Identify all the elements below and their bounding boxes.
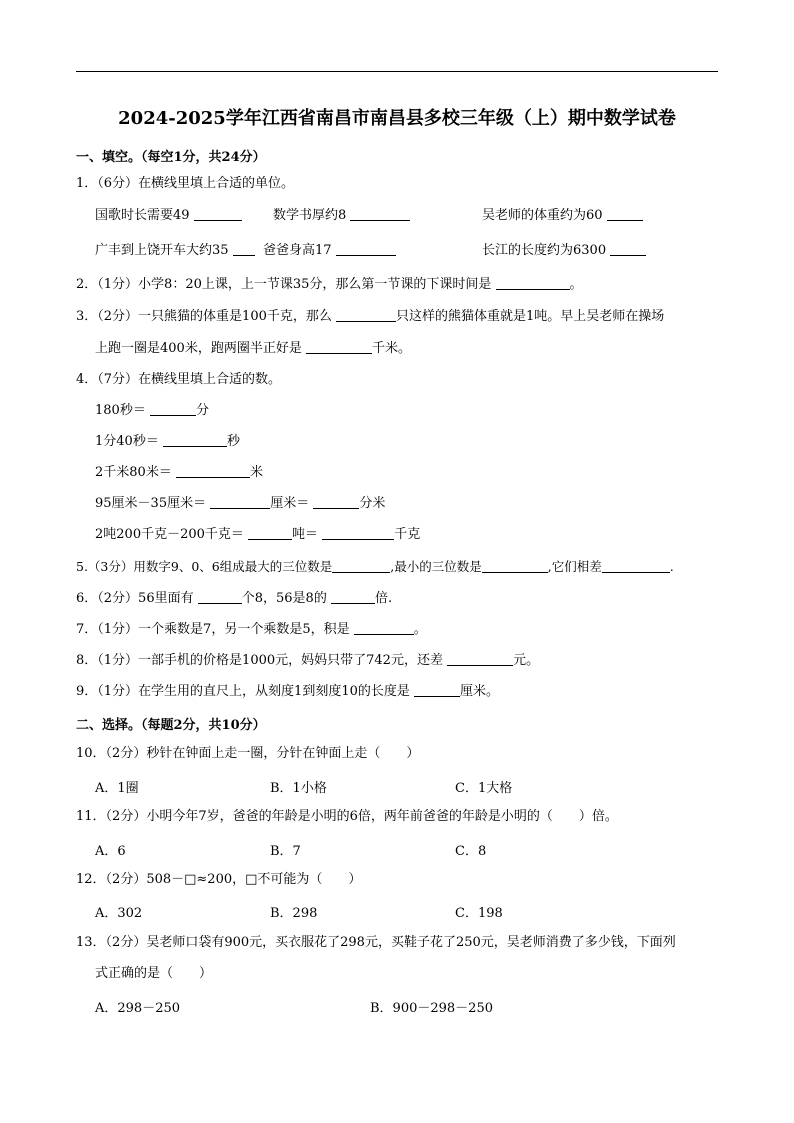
answer-blank[interactable] [194, 208, 242, 221]
question-text: . [669, 559, 674, 574]
q13-option-b[interactable]: B．900－298－250 [370, 1001, 493, 1016]
question-text: 个8，56是8的 [241, 591, 327, 606]
answer-blank[interactable] [447, 653, 513, 666]
question-7 [76, 621, 427, 639]
question-8 [76, 652, 539, 670]
answer-blank[interactable] [336, 309, 396, 322]
q1-item-book [273, 207, 410, 225]
q1-item-weight [482, 207, 643, 225]
question-text: 。 [413, 622, 427, 637]
question-13-stem-cont: 式正确的是（ ） [95, 966, 213, 981]
q1-item-text: 数学书厚约8 [273, 208, 347, 223]
q1-item-anthem [95, 207, 242, 225]
question-12-stem: 12．（2分）508－□≈200，□不可能为（ ） [76, 872, 362, 887]
answer-blank[interactable] [350, 208, 410, 221]
question-4-stem: 4．（7分）在横线里填上合适的数。 [76, 372, 282, 387]
question-text: 上跑一圈是400米，跑两圈半正好是 [95, 341, 302, 356]
answer-blank[interactable] [313, 496, 359, 509]
answer-blank[interactable] [176, 465, 250, 478]
question-text: 吨＝ [292, 527, 319, 542]
q1-item-text: 广丰到上饶开车大约35 [95, 243, 229, 258]
q4-item-1 [95, 402, 209, 420]
answer-blank[interactable] [482, 560, 548, 573]
question-text: 米 [249, 465, 263, 480]
q1-item-height [263, 242, 396, 260]
q4-item-3 [95, 464, 263, 482]
question-11-stem: 11．（2分）小明今年7岁，爸爸的年龄是小明的6倍，两年前爸爸的年龄是小明的（ ）倍。 [76, 809, 618, 824]
answer-blank[interactable] [607, 208, 643, 221]
question-text: 1分40秒＝ [95, 434, 159, 449]
answer-blank[interactable] [602, 560, 670, 573]
question-text: 9．（1分）在学生用的直尺上，从刻度1到刻度10的长度是 [76, 684, 410, 699]
question-5 [76, 558, 674, 576]
question-text: 180秒＝ [95, 403, 146, 418]
q12-option-a[interactable]: A．302 [95, 906, 143, 921]
question-1-stem: 1．（6分）在横线里填上合适的单位。 [76, 176, 295, 191]
question-3-line-2 [95, 340, 411, 358]
q1-item-river [482, 242, 646, 260]
q12-option-b[interactable]: B．298 [270, 906, 318, 921]
answer-blank[interactable] [248, 527, 292, 540]
q12-option-c[interactable]: C．198 [455, 906, 503, 921]
q11-option-a[interactable]: A．6 [95, 844, 126, 859]
q1-item-text: 爸爸身高17 [263, 243, 332, 258]
question-text: 2千米80米＝ [95, 465, 172, 480]
question-text: 只这样的熊猫体重就是1吨。早上吴老师在操场 [396, 309, 665, 324]
question-text: 分 [195, 403, 209, 418]
q1-item-drive [95, 242, 255, 260]
page-title: 2024-2025学年江西省南昌市南昌县多校三年级（上）期中数学试卷 [118, 108, 676, 129]
answer-blank[interactable] [233, 243, 255, 256]
answer-blank[interactable] [163, 434, 227, 447]
answer-blank[interactable] [414, 684, 460, 697]
question-text: 。 [569, 277, 583, 292]
answer-blank[interactable] [331, 591, 375, 604]
q11-option-c[interactable]: C．8 [455, 844, 487, 859]
question-text: 倍. [374, 591, 393, 606]
header-rule [76, 71, 718, 72]
question-text: ,最小的三位数是 [390, 559, 482, 574]
answer-blank[interactable] [354, 622, 414, 635]
question-text: 千米。 [371, 341, 411, 356]
q1-item-text: 国歌时长需要49 [95, 208, 190, 223]
question-text: ,它们相差 [547, 559, 602, 574]
q10-option-c[interactable]: C．1大格 [455, 781, 513, 796]
question-text: 厘米。 [460, 684, 500, 699]
question-text: 元。 [513, 653, 540, 668]
question-text: 秒 [226, 434, 240, 449]
q13-option-a[interactable]: A．298－250 [95, 1001, 181, 1016]
answer-blank[interactable] [610, 243, 646, 256]
question-13-stem: 13．（2分）吴老师口袋有900元，买衣服花了298元，买鞋子花了250元，吴老师消费了多少钱，下面列 [76, 935, 676, 950]
question-text: 千克 [394, 527, 421, 542]
q1-item-text: 长江的长度约为6300 [482, 243, 607, 258]
answer-blank[interactable] [332, 560, 390, 573]
q4-item-5 [95, 526, 420, 544]
question-6 [76, 590, 392, 608]
question-3-line-1 [76, 308, 664, 326]
answer-blank[interactable] [336, 243, 396, 256]
q10-option-a[interactable]: A．1圈 [95, 781, 139, 796]
q4-item-4 [95, 495, 385, 513]
section-fill-in: 一、填空。（每空1分，共24分） [76, 150, 266, 165]
question-text: 5.（3分）用数字9、0、6组成最大的三位数是 [76, 559, 333, 574]
answer-blank[interactable] [198, 591, 242, 604]
question-9 [76, 683, 499, 701]
question-2 [76, 276, 583, 294]
question-text: 6．（2分）56里面有 [76, 591, 194, 606]
q11-option-b[interactable]: B．7 [270, 844, 301, 859]
question-text: 8．（1分）一部手机的价格是1000元，妈妈只带了742元，还差 [76, 653, 443, 668]
question-text: 2吨200千克－200千克＝ [95, 527, 244, 542]
q10-option-b[interactable]: B．1小格 [270, 781, 327, 796]
answer-blank[interactable] [322, 527, 394, 540]
question-text: 95厘米－35厘米＝ [95, 496, 207, 511]
q4-item-2 [95, 433, 240, 451]
question-10-stem: 10．（2分）秒针在钟面上走一圈，分针在钟面上走（ ） [76, 746, 420, 761]
answer-blank[interactable] [496, 277, 570, 290]
answer-blank[interactable] [210, 496, 270, 509]
question-text: 分米 [359, 496, 386, 511]
q1-item-text: 吴老师的体重约为60 [482, 208, 603, 223]
question-text: 7．（1分）一个乘数是7，另一个乘数是5，积是 [76, 622, 350, 637]
answer-blank[interactable] [306, 341, 372, 354]
answer-blank[interactable] [150, 403, 196, 416]
question-text: 2．（1分）小学8：20上课，上一节课35分，那么第一节课的下课时间是 [76, 277, 492, 292]
question-text: 厘米＝ [270, 496, 310, 511]
section-choice: 二、选择。（每题2分，共10分） [76, 718, 266, 733]
question-text: 3．（2分）一只熊猫的体重是100千克，那么 [76, 309, 332, 324]
